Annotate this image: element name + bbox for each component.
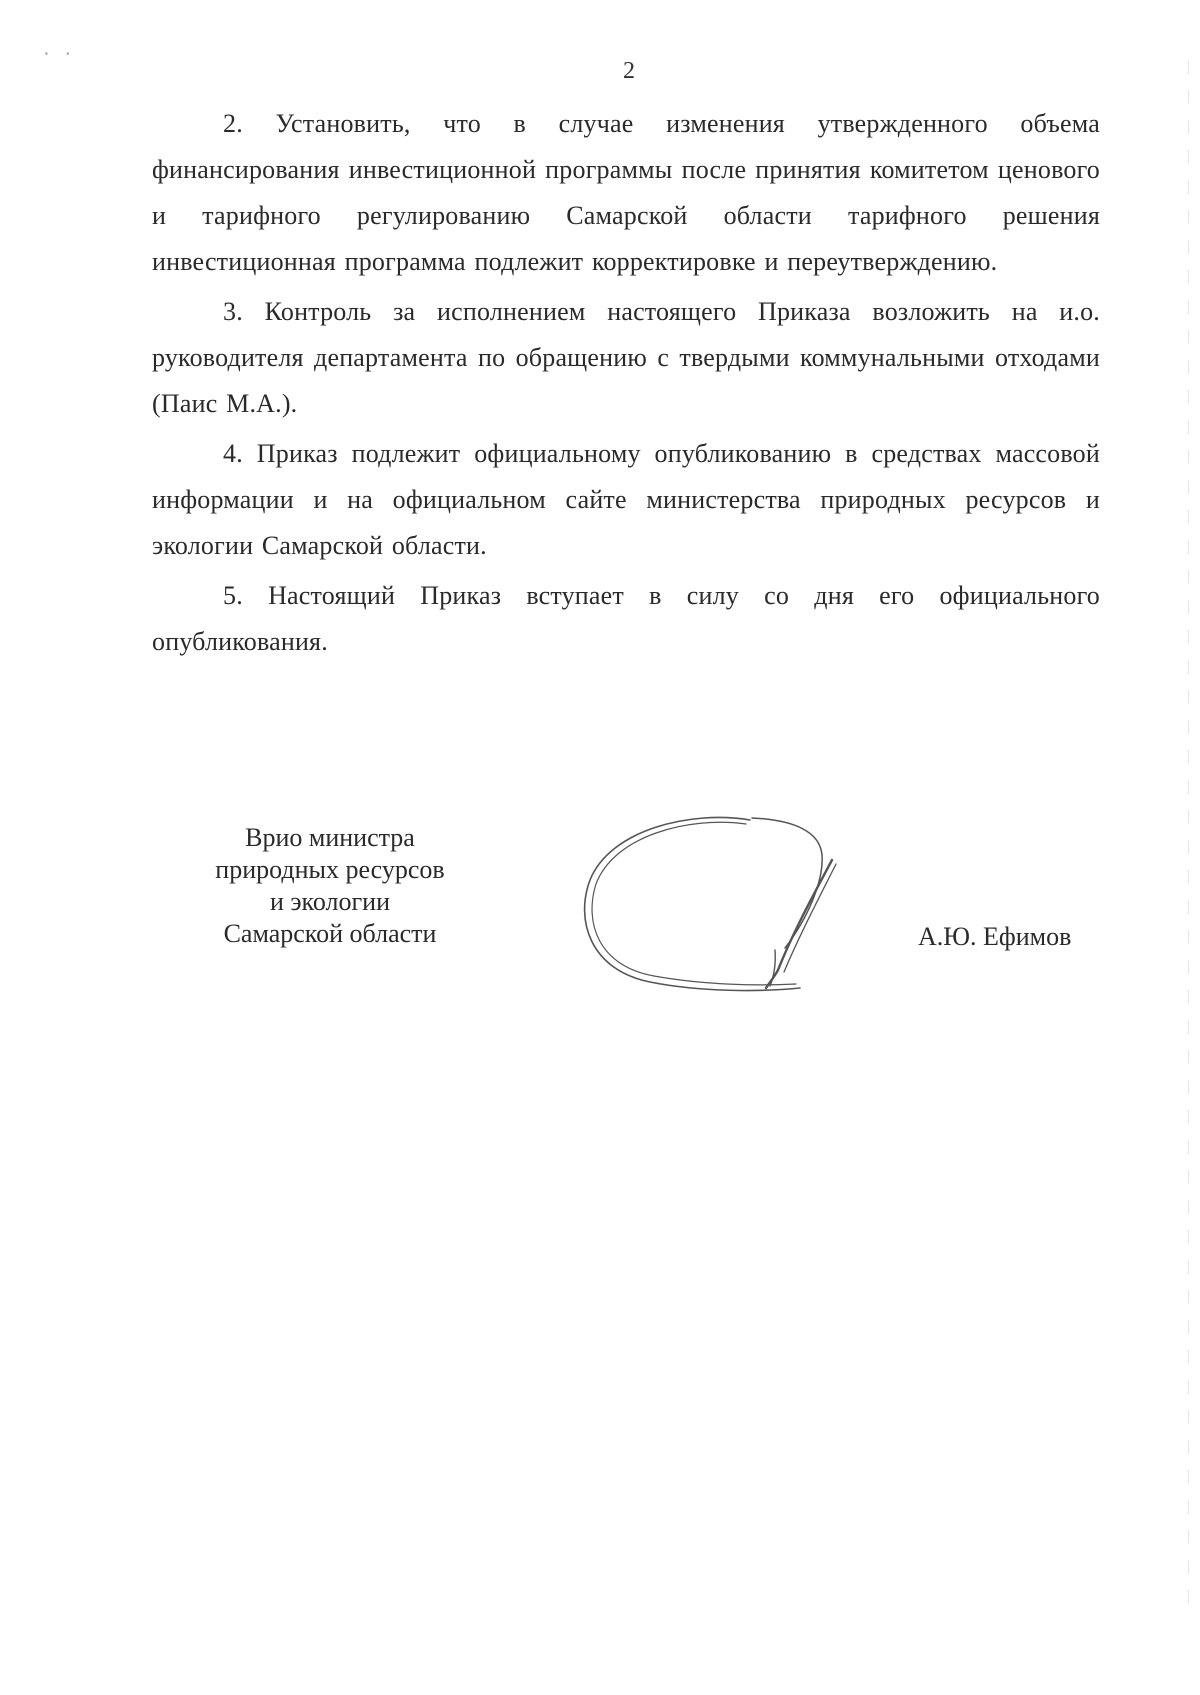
paragraph-5: 5. Настоящий Приказ вступает в силу со дня его официального опубликования. <box>152 581 1100 656</box>
paragraph-4: 4. Приказ подлежит официальному опубликованию в средствах массовой информации и на официальном сайте министерства природных ресурсов и экологии Самарской области. <box>152 439 1100 560</box>
paragraph-2: 2. Установить, что в случае изменения утвержденного объема финансирования инвестиционной программы после принятия комитетом ценового и тарифного регулированию Самарской области тарифного решения инвестиционная программа подлежит корректировке и переутверждению. <box>152 109 1100 276</box>
scan-margin-edge <box>1188 60 1189 1620</box>
signer-title <box>180 822 480 950</box>
paragraph-3: 3. Контроль за исполнением настоящего Приказа возложить на и.о. руководителя департамента по обращению с твердыми коммунальными отходами (Паис М.А.). <box>152 297 1100 418</box>
signer-title-line-1: Врио министра <box>245 823 415 852</box>
signer-name: А.Ю. Ефимов <box>918 922 1072 951</box>
signer-title-line-3: и экологии <box>269 887 390 916</box>
scan-artifact: ⸱ ⸱ <box>44 44 77 64</box>
signer-title-line-2: природных ресурсов <box>215 855 445 884</box>
page-number: 2 <box>623 58 635 84</box>
document-body <box>152 101 1100 665</box>
handwritten-signature <box>570 800 900 1000</box>
signer-title-line-4: Самарской области <box>223 919 437 948</box>
